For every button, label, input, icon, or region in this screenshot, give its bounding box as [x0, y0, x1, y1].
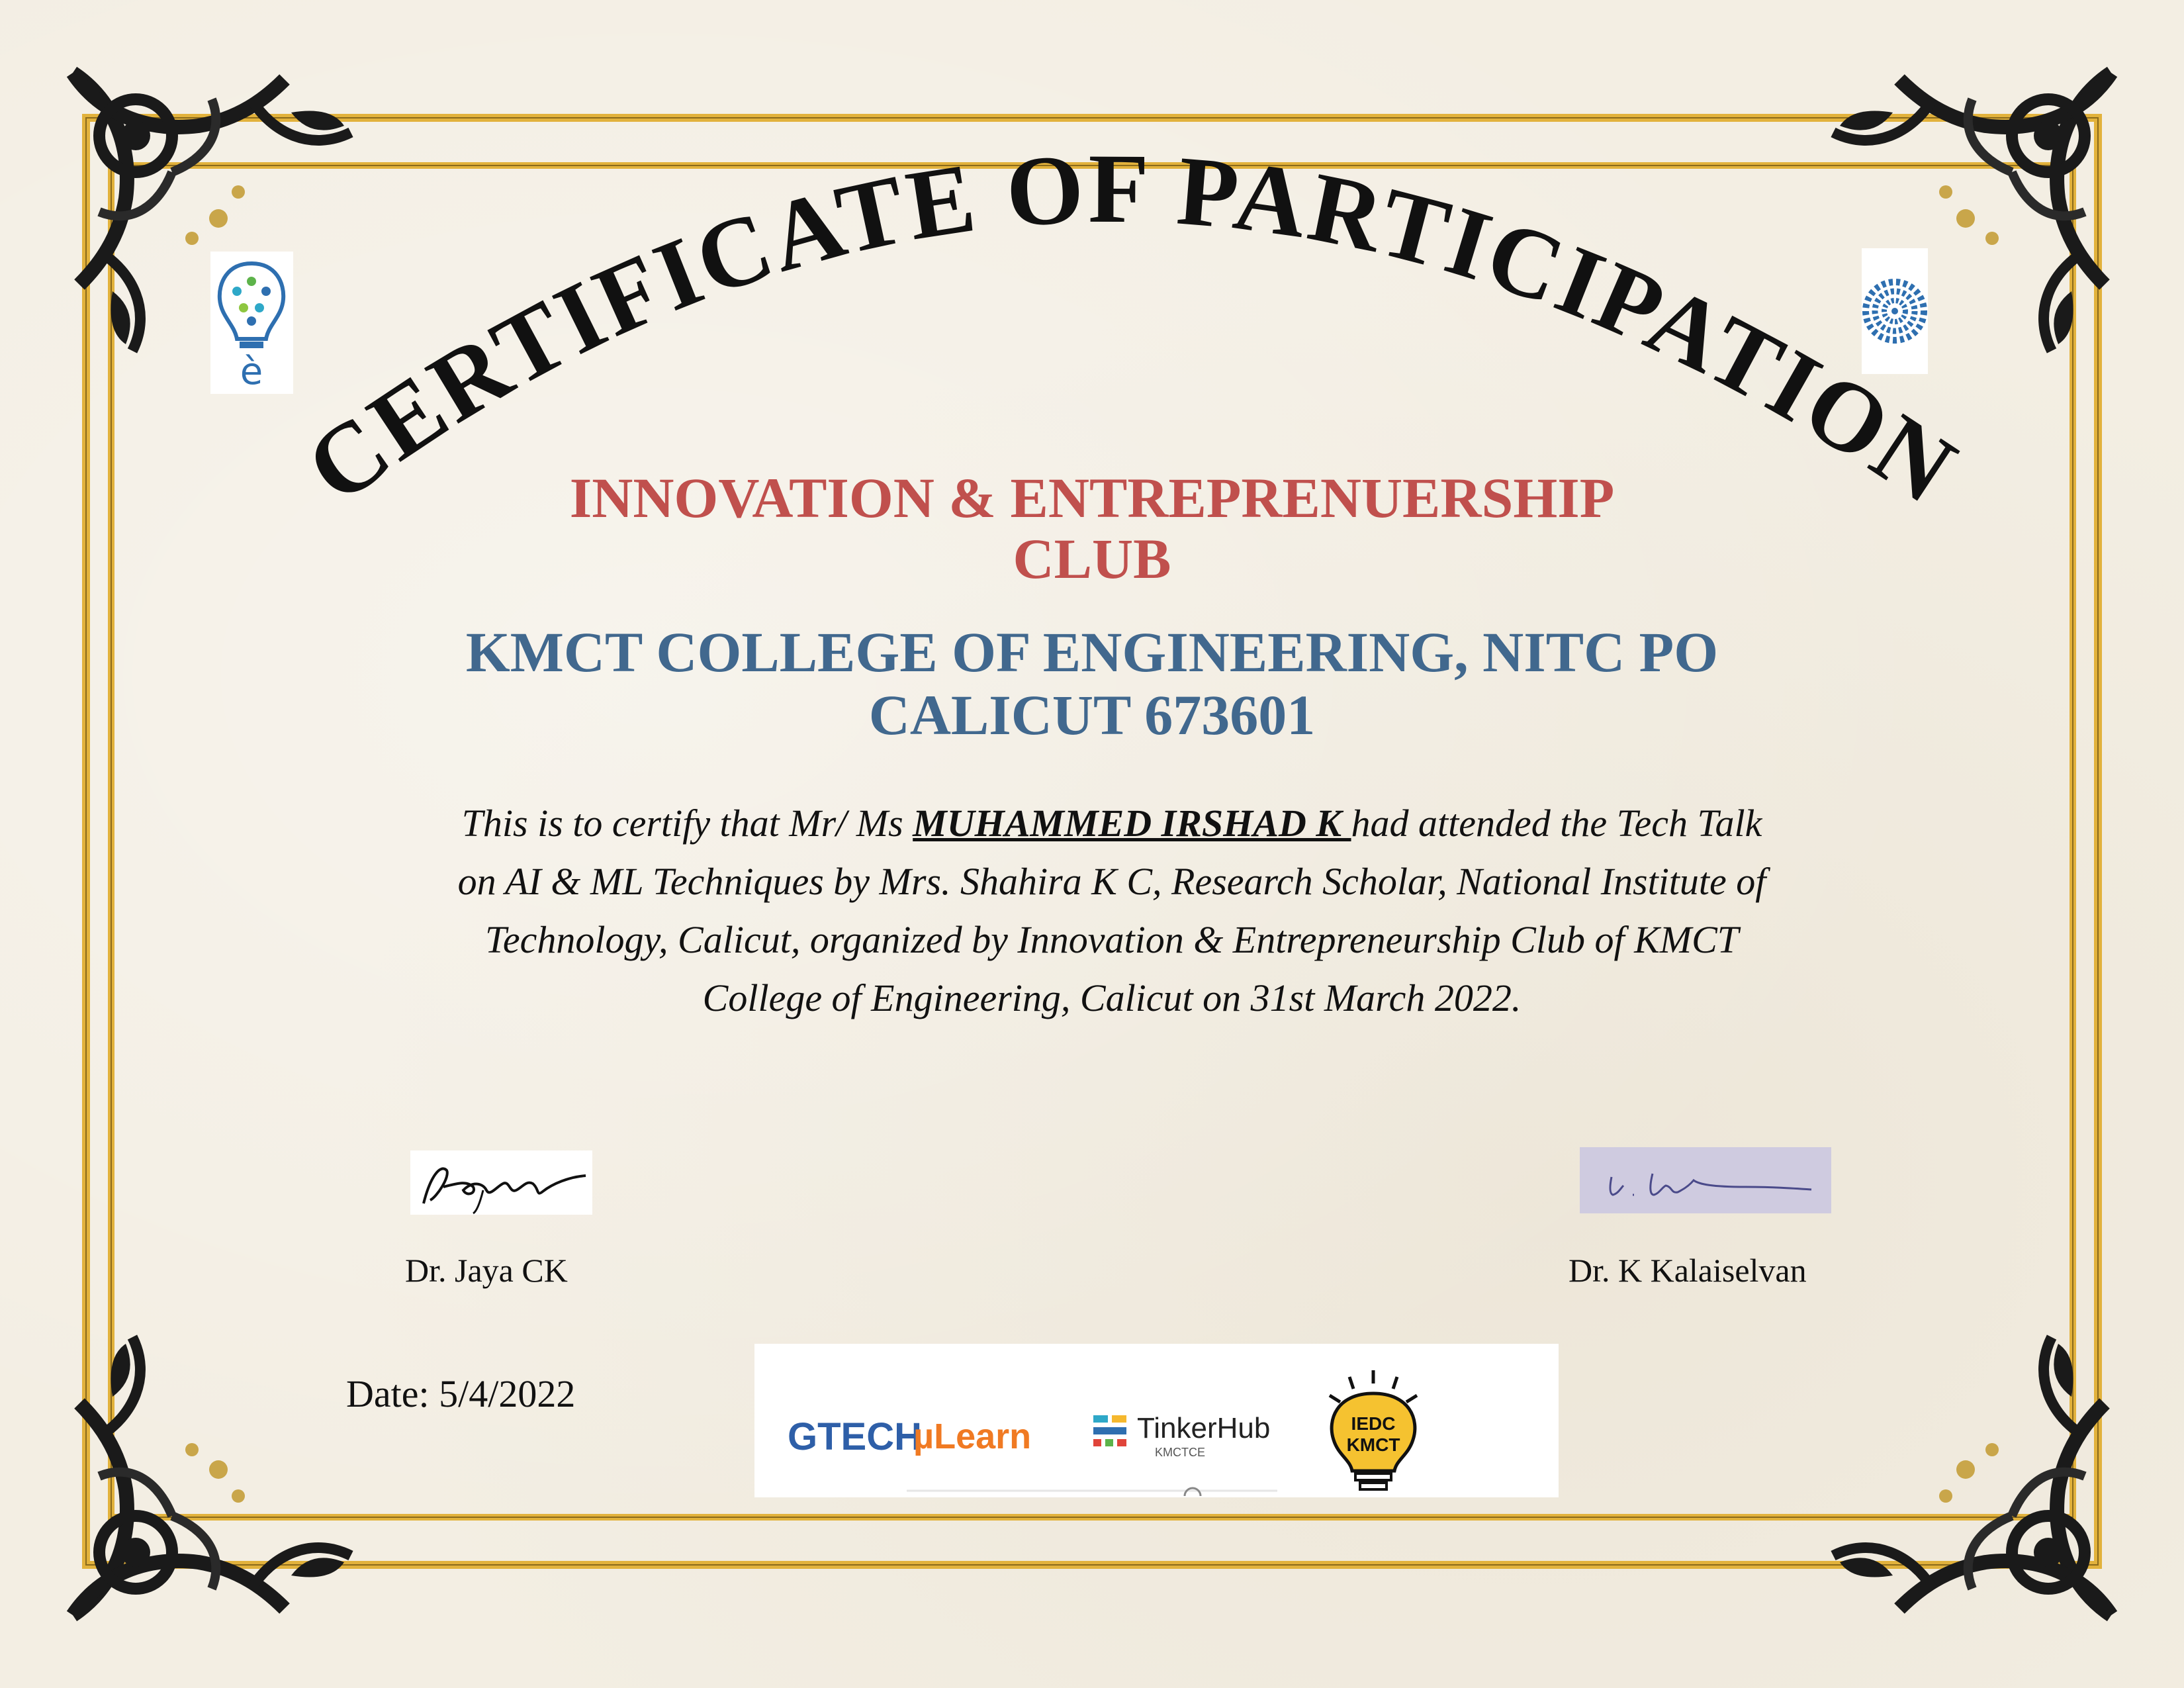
tinkerhub-icon — [1093, 1415, 1126, 1446]
issue-date: Date: 5/4/2022 — [346, 1372, 576, 1415]
body-line3: Technology, Calicut, organized by Innovation & Entrepreneurship Club of KMCT — [484, 918, 1739, 961]
tinkerhub-logo: TinkerHub — [1137, 1412, 1271, 1444]
college-name-line1: KMCT COLLEGE OF ENGINEERING, NITC PO — [465, 620, 1719, 684]
signatory-right-name: Dr. K Kalaiselvan — [1569, 1252, 1807, 1289]
body-suffix: had attended the Tech Talk — [1351, 802, 1762, 845]
iedc-logo-line1: IEDC — [1351, 1413, 1396, 1434]
body-line4: College of Engineering, Calicut on 31st March 2022. — [702, 976, 1522, 1019]
body-prefix: This is to certify that Mr/ Ms — [461, 802, 913, 845]
body-line2: on AI & ML Techniques by Mrs. Shahira K C, Research Scholar, National Institute of — [457, 860, 1766, 903]
body-line1 — [357, 794, 1866, 853]
ideas-bulb-letter: è — [240, 350, 263, 393]
participant-name: MUHAMMED IRSHAD K — [913, 802, 1351, 845]
sponsor-logos — [754, 1344, 1559, 1497]
club-name-line1: INNOVATION & ENTREPRENUERSHIP — [569, 466, 1615, 530]
club-name-line2: CLUB — [1013, 527, 1171, 590]
signature-right — [1580, 1147, 1831, 1213]
certificate-title-text: CERTIFICATE OF PARTICIPATION — [287, 133, 1976, 526]
signatory-left-name: Dr. Jaya CK — [405, 1252, 568, 1289]
iedc-logo-line2: KMCT — [1346, 1434, 1400, 1455]
tinkerhub-subtitle: KMCTCE — [1155, 1446, 1205, 1459]
gtech-logo: GTECH — [788, 1415, 922, 1458]
signature-left — [410, 1150, 592, 1215]
mulearn-logo: µLearn — [913, 1417, 1032, 1456]
sponsor-logo-strip — [754, 1344, 1559, 1497]
college-address-line2: CALICUT 673601 — [868, 683, 1316, 747]
certificate-body — [357, 794, 1866, 1027]
